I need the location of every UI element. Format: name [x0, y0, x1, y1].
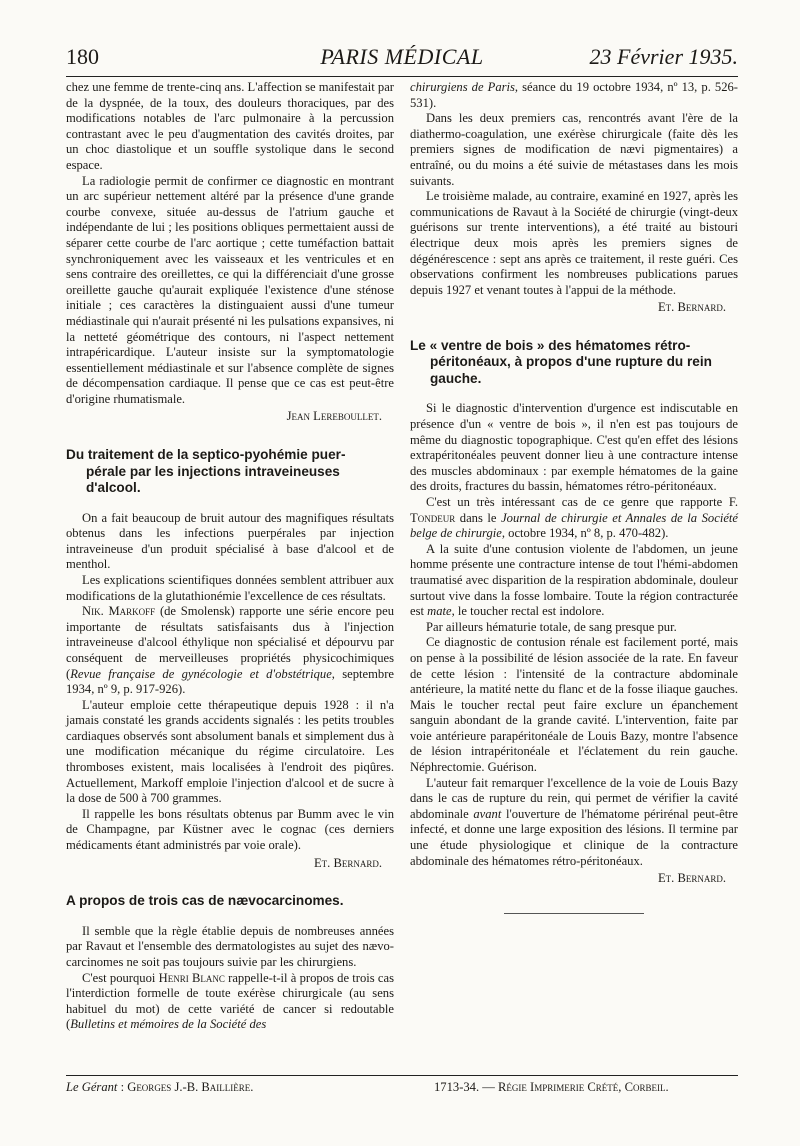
article-paragraph: Dans les deux premiers cas, rencontrés avant l'ère de la diathermo-coagulation, une exérèse chirurgicale (faite dès les premiers signes de modification de nævi pigmentaires) a entraîné, ou du moins a été suivie de métastases dans les mois suivants. — [410, 111, 738, 188]
article-paragraph: Par ailleurs hématurie totale, de sang presque pur. — [426, 619, 677, 634]
author-signature: Et. Bernard. — [313, 855, 382, 870]
author-signature: Et. Bernard. — [657, 871, 726, 886]
text-run: rappelle-t-il à propos de trois cas l'interdiction formelle de toute exérèse chirurgicale (au sens habituel du mot) de cette variété de cancer si redoutable ( — [66, 970, 395, 1032]
text-run: , le toucher rectal est indolore. — [451, 604, 605, 619]
article-paragraph — [66, 604, 394, 698]
journal-reference: chirurgiens de Paris — [410, 80, 515, 94]
gerant-label: Le Gérant — [66, 1080, 118, 1094]
article-paragraph — [410, 776, 738, 870]
emphasis: mate — [427, 604, 452, 619]
gerant-name: : Georges J.-B. Baillière. — [117, 1080, 254, 1094]
article-paragraph: Il rappelle les bons résultats obtenus par Bumm avec le vin de Champagne, par Küstner avec le cognac (ces derniers médicaments étant administrés par voie orale). — [66, 806, 394, 853]
article-paragraph: Il semble que la règle établie depuis de nombreuses années par Ravaut et l'ensemble des dermatologistes au sujet des nævo-carcinomes ne soit pas toujours suivie par les chirurgiens. — [66, 923, 394, 969]
journal-reference: Journal de chirurgie et Annales de la Société belge de chirurgie — [410, 510, 738, 541]
title-line: gauche. — [430, 370, 482, 386]
author-name: Nik. Markoff — [82, 604, 156, 619]
article-paragraph: chez une femme de trente-cinq ans. L'affection se manifestait par de la dyspnée, de la toux, des douleurs thoraciques, par des modifications notables de l'arc pulmonaire à la percussion contrastant avec le peu d'augmentation des cavités droites, par un choc diastolique et un souffle systolique dans le second espace. — [66, 80, 394, 172]
right-column — [410, 80, 738, 914]
text-run: , octobre 1934, nº 8, p. 470-482). — [501, 526, 669, 541]
article-paragraph: Le troisième malade, au contraire, examiné en 1927, après les communications de Ravaut à la Société de chirurgie (vingt-deux guérisons sur trente interventions), a été traité au bistouri électrique deux mois après les premiers signes de dégénérescence : sept ans après ce traitement, il reste guéri. Ces observations confirment les nombreuses publications parues depuis 1927 et venant toutes à l'appui de la méthode. — [410, 189, 738, 297]
article-paragraph: On a fait beaucoup de bruit autour des magnifiques résultats obtenus dans les infections puerpérales par injection intraveineuse d'un produit spécialisé à base d'alcool et de menthol. — [66, 510, 394, 572]
text-run: dans le — [455, 510, 502, 525]
text-run: L'auteur fait remarquer l'excellence de la voie de Louis Bazy dans le cas de rupture du rein, qui permet de vérifier la cavité abdominale — [410, 775, 738, 821]
title-line: pérale par les injections intraveineuses — [86, 463, 340, 479]
article-paragraph — [410, 542, 738, 620]
journal-reference: Bulletins et mémoires de la Société des — [70, 1017, 267, 1032]
title-line: Le « ventre de bois » des hématomes rétro- — [410, 337, 691, 353]
title-line: Du traitement de la septico-pyohémie puer- — [66, 447, 346, 463]
text-run: , septembre 1934, nº 9, p. 917-926). — [66, 666, 394, 697]
section-title-naevocarcinomes: A propos de trois cas de nævocarcinomes. — [66, 893, 344, 909]
text-run: A la suite d'une contusion violente de l'abdomen, un jeune homme présente une contracture intense de tout l'hémi-abdomen traumatisé avec disparition de la respiration abdominale, douleur surtout vive dans la fosse lombaire. Toute la région contracturée est — [410, 541, 738, 619]
author-name: F. Tondeur — [410, 494, 738, 525]
title-line: péritonéaux, à propos d'une rupture du rein — [430, 354, 712, 370]
text-run: l'ouverture de l'hématome périrénal peut-être infecté, et donne une large exposition des lésions. Il termine par une étude physiologique et clinique de la contracture abdominale des hématomes rétro-péritonéaux. — [410, 806, 738, 868]
section-title-septico-pyohemie — [66, 447, 394, 497]
page-header — [66, 42, 738, 77]
gerant-line — [66, 1080, 253, 1095]
journal-reference: Revue française de gynécologie et d'obstétrique — [70, 666, 332, 681]
page-number: 180 — [66, 44, 99, 69]
column-divider — [504, 913, 644, 914]
author-name: Henri Blanc — [158, 970, 225, 985]
author-signature: Jean Lereboullet. — [286, 409, 382, 424]
article-paragraph: L'auteur emploie cette thérapeutique depuis 1928 : il n'a jamais constaté les grands accidents signalés : les petits troubles cardiaques observés sont absolument banals et simplement dus à une modification mécanique du régime circulatoire. Les thromboses existent, mais localisées à l'endroit des piqûres. Actuellement, Markoff emploie l'injection d'alcool et de sucre à la dose de 500 à 700 grammes. — [66, 697, 394, 806]
text-run: , séance du 19 octobre 1934, nº 13, p. 526-531). — [410, 80, 738, 110]
text-run: C'est un très intéressant cas de ce genre que rapporte — [426, 494, 729, 509]
article-paragraph: Les explications scientifiques données semblent attribuer aux modifications de la glutathionémie l'excellence de ces résultats. — [66, 572, 394, 603]
title-line: d'alcool. — [86, 480, 141, 496]
text-run: (de Smolensk) rapporte une série encore peu importante de résultats satisfaisants dus à l'injection intraveineuse d'alcool éthylique non spécialisé et dépourvu par conséquent de merveilleuses propriétés physicochimiques ( — [66, 604, 394, 681]
printer-line: 1713-34. — Régie Imprimerie Crété, Corbeil. — [434, 1080, 669, 1094]
author-signature: Et. Bernard. — [657, 300, 726, 315]
article-paragraph: Ce diagnostic de contusion rénale est facilement porté, mais on pense à la possibilité de lésion associée de la rate. En faveur de cette lésion : l'intensité de la contracture abdominale antérieure, la matité nette du flanc et de la fosse iliaque gauches. Mais le toucher rectal peut faire exclure un épanchement sanguin abondant de la grande cavité. L'intervention, faite par voie antérieure parapéritonéale de Louis Bazy, montre l'absence de lésion intrapéritonéale et l'éclatement du rein gauche. Néphrectomie. Guérison. — [410, 635, 738, 775]
issue-date: 23 Février 1935. — [589, 44, 738, 69]
emphasis: avant — [473, 806, 502, 821]
text-run: C'est pourquoi — [82, 970, 159, 985]
journal-title: PARIS MÉDICAL — [320, 44, 484, 69]
left-column — [66, 80, 394, 1033]
page-footer — [66, 1075, 738, 1102]
article-paragraph — [410, 495, 738, 542]
article-paragraph: La radiologie permit de confirmer ce diagnostic en montrant un arc supérieur nettement altéré par la présence d'une grande courbe convexe, située au-dessus de l'atrium gauche et indépendante de lui ; les positions obliques permettaient aussi de séparer cette courbe de l'arc aortique ; cette tuméfaction battait synchroniquement avec les vaisseaux et les ventricules et en sens contraire des oreillettes, ce qui la différenciait d'une grosse oreillette gauche qu'aurait expliquée l'existence d'une sténose initiale ; ces caractères la distinguaient aussi d'une tumeur médiastinale qui n'aurait présenté ni les pulsations expansives, ni la netteté géométrique des contours, ni l'aspect nettement intrapéricardique. L'auteur insiste sur la symptomatologie essentiellement médiastinale et sur l'absence complète de signes de décompensation cardiaque. Il pense que ce cas est peut-être d'origine rhumatismale. — [66, 173, 394, 406]
section-title-ventre-de-bois — [410, 338, 738, 388]
article-paragraph: Si le diagnostic d'intervention d'urgence est indiscutable en présence d'un « ventre de bois », il n'en est pas toujours de même du diagnostic topographique. C'est qu'en effet des lésions extrapéritonéales peuvent donner lieu à une contracture intense des muscles abdominaux : par exemple hématomes de la gaine des droits, fractures du bassin, hématomes rétro-péritonéaux. — [410, 401, 738, 494]
article-paragraph — [410, 80, 738, 111]
article-paragraph — [66, 971, 394, 1033]
